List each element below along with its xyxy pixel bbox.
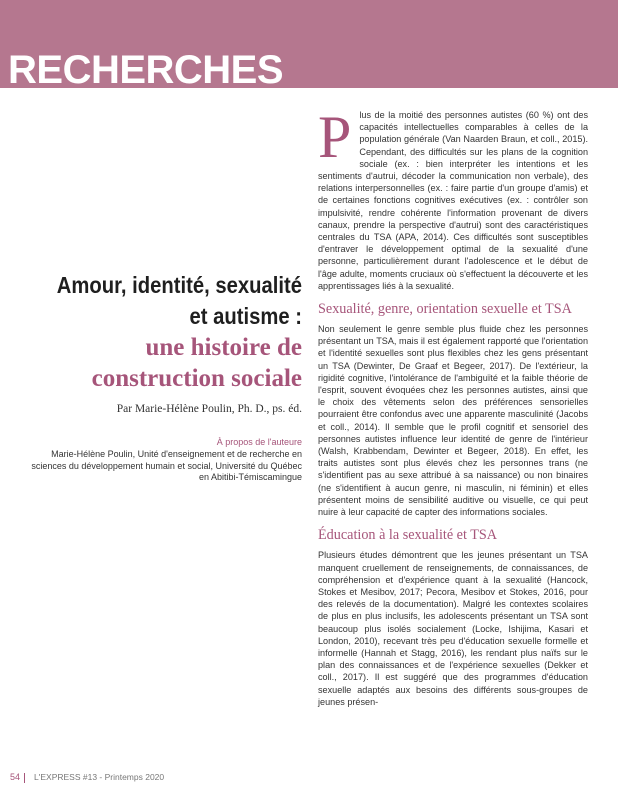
intro-paragraph (318, 104, 588, 292)
footer-divider (24, 773, 25, 783)
about-author-text: Marie-Hélène Poulin, Unité d'enseignement et de recherche en sciences du développement humain et social, Université du Québec en Abitibi-Témiscamingue (31, 449, 302, 483)
page-footer (0, 770, 618, 786)
intro-text: lus de la moitié des personnes autistes (60 %) ont des capacités intellectuelles comparables à celles de la population générale (Van Naarden Braun, et coll., 2015). Cependant, des difficultés sur les plans de la cognition sociale (ex. : bien interpréter les intentions et les sentiments d'autrui, décoder la communication non verbale), des relations interpersonnelles (ex. : faire partie d'un groupe d'amis) et de certaines fonctions cognitives exécutives (ex. : contrôler son impulsivité, rendre cohérente l'information provenant de divers canaux, prendre la perspective d'autrui) sont des caractéristiques centrales du TSA (APA, 2014). Ces difficultés sont susceptibles d'entraver le développement optimal de la sexualité d'une personne, particulièrement durant l'adolescence et le début de l'âge adulte, moments cruciaux où s'effectuent la découverte et les apprentissages liés à la sexualité. (318, 110, 588, 291)
byline: Par Marie-Hélène Poulin, Ph. D., ps. éd. (116, 403, 302, 415)
section-text-education: Plusieurs études démontrent que les jeunes présentant un TSA manquent cruellement de renseignements, de connaissances, de compréhension et d'expérience quant à la sexualité (Hancock, Stokes et Mesibov, 2017; Pecora, Mesibov et Stokes, 2016, pour des relevés de la documentation). Malgré les contextes scolaires de plus en plus inclusifs, les adolescents présentant un TSA sont beaucoup plus isolés socialement (Locke, Ishijima, Kasari et London, 2010), recevant très peu d'éducation sexuelle formelle et informelle (Hannah et Stagg, 2016), les rendant plus naïfs sur le plan des connaissances et de l'expérience sexuelles (Dekker et coll., 2017). Il est suggéré que des programmes d'éducation sexuelle adaptés aux besoins des différents sous-groupes de jeunes présen- (318, 550, 588, 707)
drop-cap: P (318, 104, 352, 170)
article-body (318, 104, 588, 708)
publication-name: L'EXPRESS #13 - Printemps 2020 (34, 772, 165, 782)
page-number: 54 (10, 772, 21, 782)
section-heading-education: Éducation à la sexualité et TSA (318, 527, 497, 544)
about-author-label: À propos de l'auteure (216, 437, 302, 447)
header-band (0, 0, 618, 92)
title-block (20, 270, 302, 484)
article-title: Amour, identité, sexualité et autisme : (56, 272, 302, 329)
section-heading-gender: Sexualité, genre, orientation sexuelle et TSA (318, 301, 572, 318)
section-text-gender: Non seulement le genre semble plus fluide chez les personnes présentant un TSA, mais il est également rapporté que l'orientation et l'identité sexuelles sont plus flexibles chez les gens présentant un TSA (Dewinter, De Graaf et Begeer, 2017). De l'extérieur, la rigidité cognitive, l'intolérance de l'ambiguïté et la faible théorie de l'esprit, souvent évoquées chez les personnes autistes, ainsi que le choix des vêtements selon des préférences sensorielles pourraient être confondus avec une apparente masculinité (Jacobs et coll., 2014). Il semble que le profil cognitif et sensoriel des personnes autistes influence leur identité de genre de l'intérieur (Walsh, Krabbendam, Dewinter et Begeer, 2018). En effet, les traits autistes sont plus élevés chez les personnes trans (ne s'identifient pas au sexe attribué à sa naissance) ou non binaires (ne s'identifient à aucun genre, ni masculin, ni féminin) et elles présentent moins de sensibilité auditive ou visuelle, ce qui peut nuire à leur capacité de capter des informations sociales. (318, 324, 588, 518)
article-subtitle: une histoire de construction sociale (91, 334, 302, 392)
section-title: RECHERCHES (8, 48, 284, 92)
